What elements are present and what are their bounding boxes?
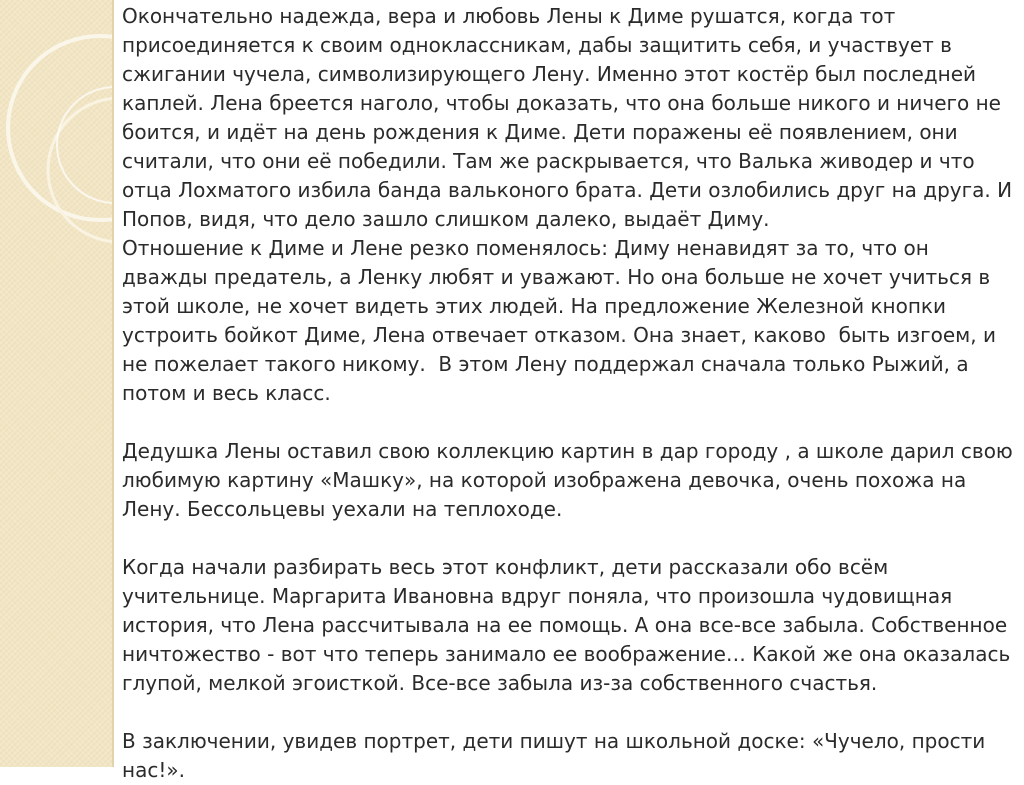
paragraph-gap [122,408,1018,437]
ring-small [57,87,112,203]
side-panel-edge [112,0,114,767]
paragraph-4: Когда начали разбирать весь этот конфликт, дети рассказали обо всём учительнице. Маргарита Ивановна вдруг поняла, что произошла чудовищная история, что Лена рассчитывала на ее помощь. А она все-все забыла. Собственное ничтожество - вот что теперь занимало ее воображение… Какой же она оказалась глупой, мелкой эгоисткой. Все-все забыла из-за собственного счастья. [122,555,1017,695]
paragraph-2: Отношение к Диме и Лене резко поменялось: Диму ненавидят за то, что он дважды предатель, а Ленку любят и уважают. Но она больше не хочет учиться в этой школе, не хочет видеть этих людей. На предложение Железной кнопки устроить бойкот Диме, Лена отвечает отказом. Она знает, каково быть изгоем, и не пожелает такого никому. В этом Лену поддержал сначала только Рыжий, а потом и весь класс. [122,236,1003,405]
decorative-rings [0,0,112,767]
paragraph-3: Дедушка Лены оставил свою коллекцию картин в дар городу , а школе дарил свою любимую картину «Машку», на которой изображена девочка, очень похожа на Лену. Бессольцевы уехали на теплоходе. [122,439,1020,521]
paragraph-gap [122,698,1018,727]
paragraph-1: Окончательно надежда, вера и любовь Лены к Диме рушатся, когда тот присоединяется к своим одноклассникам, дабы защитить себя, и участвует в сжигании чучела, символизирующего Лену. Именно этот костёр был последней каплей. Лена бреется наголо, чтобы доказать, что она больше никого и ничего не боится, и идёт на день рождения к Диме. Дети поражены её появлением, они считали, что они её победили. Там же раскрывается, что Валька живодер и что отца Лохматого избила банда вальконого брата. Дети озлобились друг на друга. И Попов, видя, что дело зашло слишком далеко, выдаёт Диму. [122,4,1019,231]
decorative-side-panel [0,0,112,767]
paragraph-5: В заключении, увидев портрет, дети пишут на школьной доске: «Чучело, прости нас!». [122,729,992,782]
document-body [122,2,1018,785]
paragraph-gap [122,524,1018,553]
